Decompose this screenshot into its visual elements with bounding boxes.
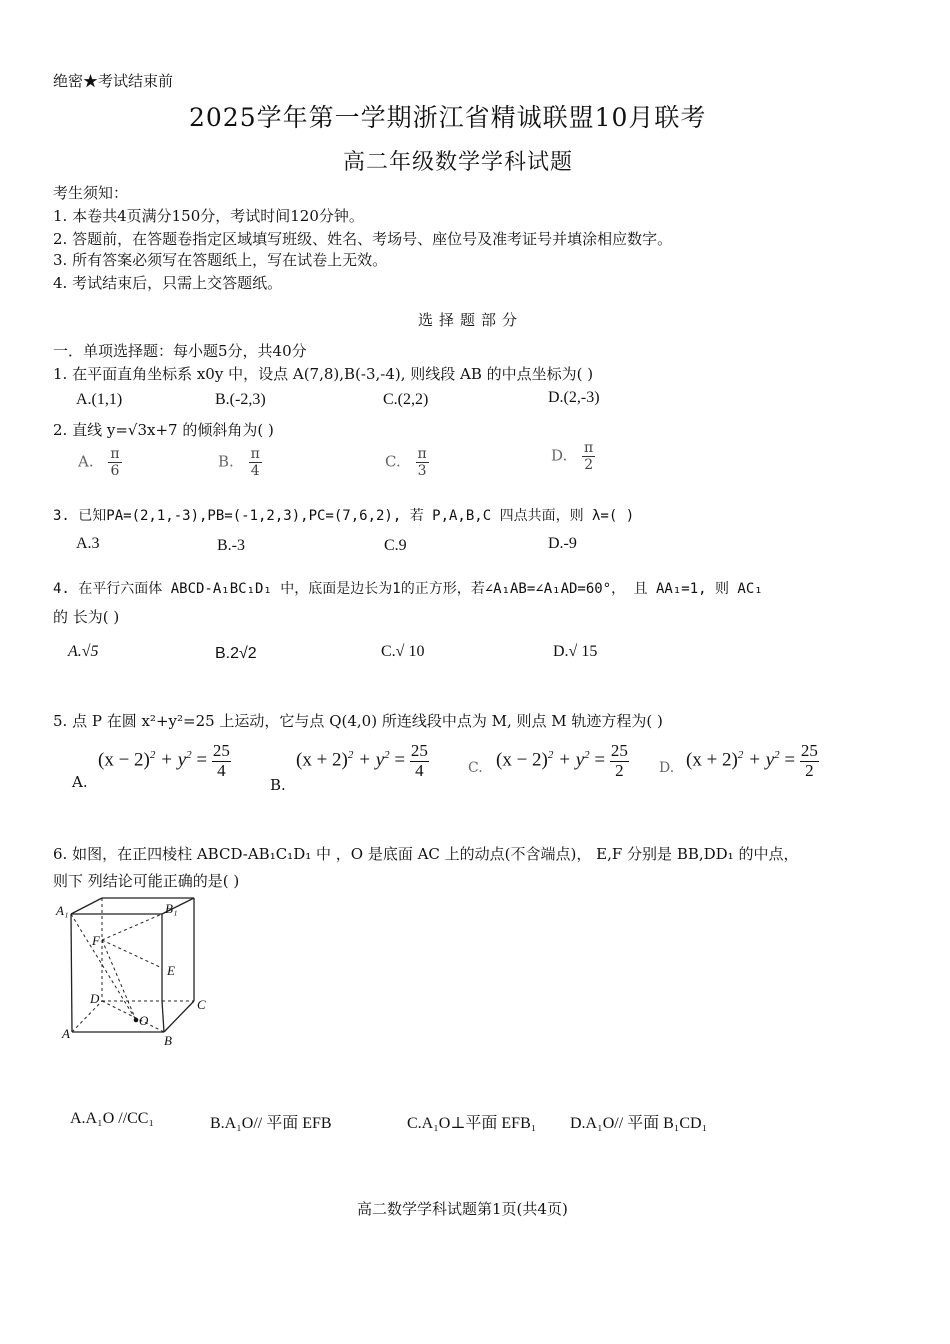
fraction-denominator: 4 <box>415 760 424 780</box>
q5-option-a <box>98 742 231 780</box>
option-letter: A. <box>78 452 94 471</box>
equation-y: + y <box>743 749 775 771</box>
equation-lhs: (x − 2) <box>496 749 548 771</box>
equation-y: + y <box>155 749 187 771</box>
exponent: 2 <box>149 749 156 762</box>
q5-option-b <box>296 742 429 780</box>
q6-stem-line2: 则下 列结论可能正确的是( ) <box>53 872 240 890</box>
section-title: 选择题部分 <box>418 311 524 329</box>
q2-option-c <box>385 446 429 479</box>
exponent: 2 <box>774 749 780 762</box>
q5-option-d-label: D. <box>659 760 675 776</box>
fraction-numerator: π <box>250 446 260 462</box>
equals-sign: = <box>191 749 212 771</box>
q5-option-a-label: A. <box>72 773 88 791</box>
page-title: 2025学年第一学期浙江省精诚联盟10月联考 <box>189 103 707 132</box>
fraction-denominator: 3 <box>417 463 427 480</box>
part-one-heading: 一．单项选择题：每小题5分，共40分 <box>53 342 307 360</box>
exponent: 2 <box>584 749 590 762</box>
label-a1: A₁ <box>56 903 69 918</box>
label-b: B <box>164 1033 172 1048</box>
equation-lhs: (x − 2) <box>98 749 150 771</box>
fraction-denominator: 6 <box>110 463 120 480</box>
notice-heading: 考生须知： <box>53 184 129 202</box>
exponent: 2 <box>186 749 192 762</box>
label-o: O <box>139 1013 149 1028</box>
q6-option-d: D.A₁O// 平面 B₁CD₁ <box>570 1115 708 1132</box>
q1-option-d: D.(2,-3) <box>548 389 600 406</box>
q2-option-a <box>78 446 122 479</box>
label-a: A <box>62 1026 70 1041</box>
fraction-numerator: 25 <box>212 741 230 760</box>
equation-lhs: (x + 2) <box>296 749 348 771</box>
q5-stem: 5. 点 P 在圆 x²+y²=25 上运动，它与点 Q(4,0) 所连线段中点为 M, 则点 M 轨迹方程为( ) <box>53 712 663 730</box>
fraction-denominator: 2 <box>615 760 624 780</box>
q5-option-c <box>496 742 629 780</box>
equals-sign: = <box>589 749 610 771</box>
q4-option-a: A.√5 <box>68 643 99 660</box>
fraction-denominator: 2 <box>805 760 814 780</box>
equals-sign: = <box>389 749 410 771</box>
option-letter: C. <box>385 452 401 471</box>
label-d: D <box>90 991 100 1006</box>
q4-option-c: C.√ 10 <box>381 643 425 660</box>
q6-option-a: A.A₁O //CC₁ <box>70 1110 155 1127</box>
page-subtitle: 高二年级数学学科试题 <box>343 150 574 175</box>
q5-option-b-label: B. <box>270 776 286 794</box>
q1-stem: 1. 在平面直角坐标系 x0y 中，设点 A(7,8),B(-3,-4), 则线段 AB 的中点坐标为( ) <box>53 365 594 383</box>
q6-option-c: C.A₁O⊥平面 EFB₁ <box>407 1115 537 1132</box>
fraction-numerator: 25 <box>800 741 818 760</box>
q3-option-b: B.-3 <box>217 537 245 554</box>
q4-stem-line2: 的 长为( ) <box>53 608 120 626</box>
notice-item: 1. 本卷共4页满分150分，考试时间120分钟。 <box>53 207 364 225</box>
fraction-denominator: 4 <box>250 463 260 480</box>
option-letter: D. <box>551 446 568 465</box>
label-e: E <box>167 963 175 978</box>
q1-option-a: A.(1,1) <box>76 391 123 408</box>
notice-item: 4. 考试结束后，只需上交答题纸。 <box>53 274 283 292</box>
notice-item: 3. 所有答案必须写在答题纸上，写在试卷上无效。 <box>53 251 388 269</box>
q5-option-c-label: C. <box>468 760 483 776</box>
fraction-numerator: 25 <box>410 741 428 760</box>
fraction-numerator: π <box>110 446 120 462</box>
label-c: C <box>197 997 206 1012</box>
exponent: 2 <box>384 749 390 762</box>
q3-option-d: D.-9 <box>548 535 577 552</box>
q6-option-b: B.A₁O// 平面 EFB <box>210 1115 332 1132</box>
fraction-denominator: 2 <box>584 457 594 474</box>
option-letter: B. <box>218 452 234 471</box>
notice-item: 2. 答题前，在答题卷指定区域填写班级、姓名、考场号、座位号及准考证号并填涂相应数字。 <box>53 230 673 248</box>
q4-option-d: D.√ 15 <box>553 643 598 660</box>
q4-option-b: B.2√2 <box>215 645 257 662</box>
equation-lhs: (x + 2) <box>686 749 738 771</box>
q6-stem-line1: 6. 如图，在正四棱柱 ABCD-AB₁C₁D₁ 中 ，O 是底面 AC 上的动点(不含端点)， E,F 分别是 BB,DD₁ 的中点， <box>53 845 799 863</box>
q2-option-b <box>218 446 262 479</box>
q1-option-c: C.(2,2) <box>383 391 429 408</box>
secret-label: 绝密★考试结束前 <box>53 72 174 90</box>
exponent: 2 <box>737 749 744 762</box>
q3-option-c: C.9 <box>384 537 407 554</box>
equals-sign: = <box>779 749 800 771</box>
q3-option-a: A.3 <box>76 535 100 552</box>
q2-option-d <box>551 440 595 473</box>
q3-stem: 3. 已知PA=(2,1,-3),PB=(-1,2,3),PC=(7,6,2), 若 P,A,B,C 四点共面，则 λ=( ) <box>53 508 635 524</box>
label-f: F <box>92 933 100 948</box>
page-footer: 高二数学学科试题第1页(共4页) <box>357 1200 568 1218</box>
prism-figure <box>52 895 222 1050</box>
point-o <box>134 1018 139 1023</box>
fraction-numerator: π <box>417 446 427 462</box>
q1-option-b: B.(-2,3) <box>215 391 266 408</box>
q2-stem: 2. 直线 y=√3x+7 的倾斜角为( ) <box>53 421 274 439</box>
label-b1: B₁ <box>165 901 178 916</box>
equation-y: + y <box>353 749 385 771</box>
exponent: 2 <box>347 749 354 762</box>
fraction-numerator: 25 <box>610 741 628 760</box>
fraction-denominator: 4 <box>217 760 226 780</box>
q5-option-d <box>686 742 819 780</box>
fraction-numerator: π <box>584 440 594 456</box>
equation-y: + y <box>553 749 585 771</box>
exponent: 2 <box>547 749 554 762</box>
q4-stem-line1: 4. 在平行六面体 ABCD-A₁BC₁D₁ 中，底面是边长为1的正方形，若∠A₁AB=∠A₁AD=60°， 且 AA₁=1, 则 AC₁ <box>53 581 763 597</box>
